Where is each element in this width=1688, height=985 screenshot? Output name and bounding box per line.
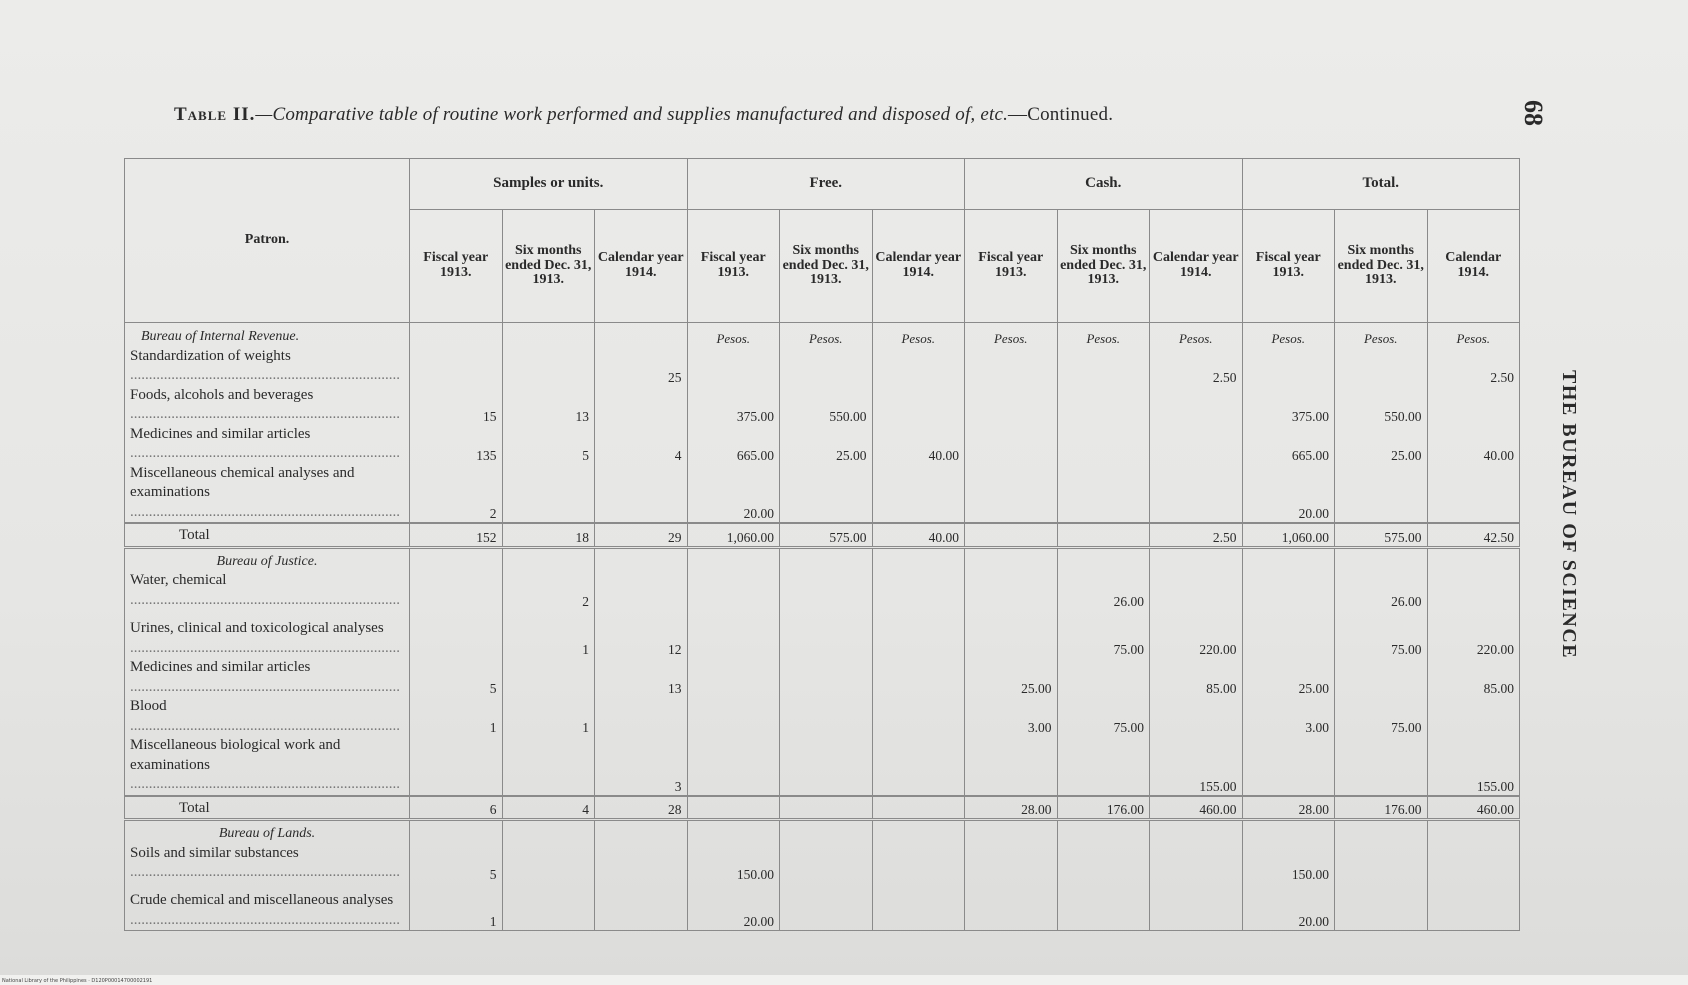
value-cell <box>1150 571 1243 610</box>
value-cell <box>1150 464 1243 524</box>
table-row <box>125 658 1520 697</box>
value-cell: 12 <box>595 610 688 658</box>
value-cell <box>1335 347 1428 386</box>
value-cell: 28 <box>595 796 688 820</box>
empty-cell <box>1335 547 1428 571</box>
value-cell <box>687 796 780 820</box>
value-cell <box>872 610 965 658</box>
value-cell <box>965 736 1058 796</box>
value-cell: 550.00 <box>780 386 873 425</box>
header-fiscal-1913: Fiscal year 1913. <box>687 210 780 323</box>
value-cell: 460.00 <box>1150 796 1243 820</box>
value-cell <box>502 736 595 796</box>
header-six-months: Six months ended Dec. 31, 1913. <box>502 210 595 323</box>
header-calendar-1914: Calendar year 1914. <box>872 210 965 323</box>
value-cell <box>965 425 1058 464</box>
row-label: Medicines and similar articles ..... <box>125 658 410 697</box>
value-cell <box>1150 697 1243 736</box>
row-label: Blood ..... <box>125 697 410 736</box>
value-cell <box>965 386 1058 425</box>
empty-cell <box>595 820 688 844</box>
value-cell: 20.00 <box>1242 883 1335 931</box>
empty-cell <box>780 820 873 844</box>
value-cell <box>872 386 965 425</box>
value-cell: 25.00 <box>1335 425 1428 464</box>
unit-label: Pesos. <box>872 323 965 347</box>
value-cell <box>1427 844 1520 883</box>
empty-cell <box>410 820 503 844</box>
value-cell <box>687 347 780 386</box>
value-cell <box>1242 610 1335 658</box>
header-patron: Patron. <box>125 159 410 323</box>
empty-cell <box>687 820 780 844</box>
value-cell: 176.00 <box>1335 796 1428 820</box>
value-cell: 40.00 <box>1427 425 1520 464</box>
value-cell: 40.00 <box>872 523 965 547</box>
empty-cell <box>780 547 873 571</box>
total-row <box>125 796 1520 820</box>
value-cell <box>687 697 780 736</box>
header-group-cash: Cash. <box>965 159 1243 210</box>
empty-cell <box>1057 547 1150 571</box>
value-cell: 1 <box>410 697 503 736</box>
value-cell: 152 <box>410 523 503 547</box>
value-cell: 13 <box>502 386 595 425</box>
row-label: Urines, clinical and toxicological analyses ..... <box>125 610 410 658</box>
empty-cell <box>502 323 595 347</box>
value-cell: 155.00 <box>1150 736 1243 796</box>
value-cell <box>687 658 780 697</box>
unit-label: Pesos. <box>1427 323 1520 347</box>
empty-cell <box>965 547 1058 571</box>
caption-suffix: —Continued. <box>1008 104 1114 125</box>
value-cell <box>1335 464 1428 524</box>
value-cell: 85.00 <box>1427 658 1520 697</box>
value-cell <box>595 571 688 610</box>
value-cell <box>780 658 873 697</box>
value-cell: 3.00 <box>1242 697 1335 736</box>
value-cell: 1,060.00 <box>1242 523 1335 547</box>
value-cell <box>1242 347 1335 386</box>
value-cell: 4 <box>595 425 688 464</box>
value-cell <box>1335 658 1428 697</box>
value-cell <box>1150 844 1243 883</box>
value-cell: 2.50 <box>1150 347 1243 386</box>
value-cell: 665.00 <box>1242 425 1335 464</box>
row-label: Standardization of weights ..... <box>125 347 410 386</box>
value-cell <box>780 697 873 736</box>
caption-title: —Comparative table of routine work performed and supplies manufactured and disposed of, etc. <box>255 104 1009 125</box>
value-cell <box>502 883 595 931</box>
empty-cell <box>595 323 688 347</box>
value-cell: 28.00 <box>1242 796 1335 820</box>
empty-cell <box>1150 820 1243 844</box>
value-cell <box>965 347 1058 386</box>
total-row <box>125 523 1520 547</box>
table-row <box>125 883 1520 931</box>
value-cell: 460.00 <box>1427 796 1520 820</box>
section-heading-row <box>125 547 1520 571</box>
value-cell <box>965 571 1058 610</box>
row-label: Crude chemical and miscellaneous analyses ..... <box>125 883 410 931</box>
empty-cell <box>502 547 595 571</box>
value-cell <box>595 844 688 883</box>
value-cell: 220.00 <box>1427 610 1520 658</box>
empty-cell <box>872 547 965 571</box>
value-cell <box>780 883 873 931</box>
value-cell: 6 <box>410 796 503 820</box>
value-cell <box>1057 658 1150 697</box>
section-name: Bureau of Justice. <box>125 547 410 571</box>
table-caption <box>174 104 1474 126</box>
unit-label: Pesos. <box>965 323 1058 347</box>
row-label: Foods, alcohols and beverages ..... <box>125 386 410 425</box>
value-cell: 150.00 <box>687 844 780 883</box>
value-cell <box>1057 386 1150 425</box>
section-heading-row <box>125 820 1520 844</box>
header-fiscal-1913: Fiscal year 1913. <box>1242 210 1335 323</box>
value-cell <box>872 883 965 931</box>
value-cell <box>780 844 873 883</box>
value-cell <box>872 464 965 524</box>
value-cell: 4 <box>502 796 595 820</box>
empty-cell <box>595 547 688 571</box>
value-cell <box>410 571 503 610</box>
value-cell: 2 <box>502 571 595 610</box>
value-cell <box>1427 697 1520 736</box>
empty-cell <box>410 547 503 571</box>
table-row <box>125 425 1520 464</box>
table-row <box>125 571 1520 610</box>
empty-cell <box>1427 547 1520 571</box>
total-label: Total <box>125 523 410 547</box>
row-label: Miscellaneous biological work and examinations ..... <box>125 736 410 796</box>
empty-cell <box>502 820 595 844</box>
value-cell <box>965 464 1058 524</box>
header-fiscal-1913: Fiscal year 1913. <box>410 210 503 323</box>
value-cell: 25.00 <box>965 658 1058 697</box>
value-cell: 665.00 <box>687 425 780 464</box>
empty-cell <box>1057 820 1150 844</box>
footer-credit: National Library of the Philippines · D120P00014700002191 <box>2 978 153 984</box>
value-cell <box>1242 571 1335 610</box>
header-six-months: Six months ended Dec. 31, 1913. <box>780 210 873 323</box>
value-cell: 75.00 <box>1335 697 1428 736</box>
value-cell: 135 <box>410 425 503 464</box>
value-cell: 1 <box>502 697 595 736</box>
value-cell: 29 <box>595 523 688 547</box>
value-cell <box>1427 571 1520 610</box>
header-calendar-1914: Calendar year 1914. <box>1150 210 1243 323</box>
table-row <box>125 697 1520 736</box>
caption-lead: Table II. <box>174 104 256 125</box>
value-cell <box>1150 425 1243 464</box>
value-cell <box>410 610 503 658</box>
value-cell: 1 <box>410 883 503 931</box>
value-cell: 3.00 <box>965 697 1058 736</box>
table-row <box>125 386 1520 425</box>
value-cell <box>780 736 873 796</box>
unit-label: Pesos. <box>1150 323 1243 347</box>
footer-strip <box>0 975 1688 985</box>
unit-label: Pesos. <box>687 323 780 347</box>
section-name: Bureau of Lands. <box>125 820 410 844</box>
value-cell <box>780 464 873 524</box>
value-cell <box>1057 844 1150 883</box>
value-cell <box>872 736 965 796</box>
unit-label: Pesos. <box>1057 323 1150 347</box>
value-cell <box>595 883 688 931</box>
value-cell: 25.00 <box>1242 658 1335 697</box>
value-cell <box>1335 736 1428 796</box>
value-cell: 3 <box>595 736 688 796</box>
value-cell <box>687 610 780 658</box>
value-cell: 5 <box>502 425 595 464</box>
value-cell <box>780 571 873 610</box>
value-cell: 15 <box>410 386 503 425</box>
value-cell <box>502 658 595 697</box>
value-cell <box>1427 464 1520 524</box>
value-cell: 2.50 <box>1150 523 1243 547</box>
value-cell <box>1057 425 1150 464</box>
value-cell <box>410 736 503 796</box>
value-cell: 375.00 <box>687 386 780 425</box>
page-number: 68 <box>1519 100 1548 126</box>
value-cell <box>780 347 873 386</box>
value-cell <box>1057 883 1150 931</box>
value-cell: 26.00 <box>1057 571 1150 610</box>
value-cell: 5 <box>410 658 503 697</box>
value-cell: 1 <box>502 610 595 658</box>
empty-cell <box>1150 547 1243 571</box>
value-cell: 28.00 <box>965 796 1058 820</box>
header-fiscal-1913: Fiscal year 1913. <box>965 210 1058 323</box>
value-cell <box>502 347 595 386</box>
value-cell <box>965 883 1058 931</box>
running-head: THE BUREAU OF SCIENCE <box>1558 370 1580 660</box>
value-cell <box>1150 386 1243 425</box>
empty-cell <box>1242 820 1335 844</box>
value-cell: 2.50 <box>1427 347 1520 386</box>
header-six-months: Six months ended Dec. 31, 1913. <box>1335 210 1428 323</box>
value-cell: 20.00 <box>1242 464 1335 524</box>
table-row <box>125 347 1520 386</box>
value-cell <box>965 523 1058 547</box>
table-row <box>125 464 1520 524</box>
value-cell: 155.00 <box>1427 736 1520 796</box>
value-cell <box>965 610 1058 658</box>
value-cell <box>872 796 965 820</box>
value-cell <box>872 571 965 610</box>
header-group-free: Free. <box>687 159 965 210</box>
value-cell: 75.00 <box>1057 697 1150 736</box>
value-cell: 375.00 <box>1242 386 1335 425</box>
unit-label: Pesos. <box>780 323 873 347</box>
empty-cell <box>687 547 780 571</box>
value-cell <box>1150 883 1243 931</box>
value-cell: 25.00 <box>780 425 873 464</box>
value-cell <box>1335 883 1428 931</box>
value-cell <box>595 386 688 425</box>
value-cell <box>410 347 503 386</box>
value-cell: 2 <box>410 464 503 524</box>
value-cell <box>1057 736 1150 796</box>
value-cell: 20.00 <box>687 464 780 524</box>
value-cell <box>872 697 965 736</box>
header-group-total: Total. <box>1242 159 1520 210</box>
value-cell: 75.00 <box>1057 610 1150 658</box>
value-cell <box>1335 844 1428 883</box>
table-body <box>125 323 1520 931</box>
empty-cell <box>965 820 1058 844</box>
value-cell: 40.00 <box>872 425 965 464</box>
empty-cell <box>1242 547 1335 571</box>
value-cell <box>872 844 965 883</box>
unit-label: Pesos. <box>1242 323 1335 347</box>
table-row <box>125 844 1520 883</box>
value-cell: 25 <box>595 347 688 386</box>
value-cell: 75.00 <box>1335 610 1428 658</box>
row-label: Miscellaneous chemical analyses and examinations ..... <box>125 464 410 524</box>
value-cell <box>872 347 965 386</box>
value-cell: 550.00 <box>1335 386 1428 425</box>
table-row <box>125 736 1520 796</box>
header-calendar-1914: Calendar year 1914. <box>595 210 688 323</box>
value-cell <box>872 658 965 697</box>
value-cell <box>502 464 595 524</box>
value-cell: 26.00 <box>1335 571 1428 610</box>
row-label: Medicines and similar articles ..... <box>125 425 410 464</box>
value-cell <box>1057 347 1150 386</box>
row-label: Water, chemical ..... <box>125 571 410 610</box>
total-label: Total <box>125 796 410 820</box>
value-cell <box>965 844 1058 883</box>
header-six-months: Six months ended Dec. 31, 1913. <box>1057 210 1150 323</box>
value-cell <box>1057 464 1150 524</box>
value-cell: 575.00 <box>780 523 873 547</box>
value-cell <box>687 571 780 610</box>
section-heading-row <box>125 323 1520 347</box>
value-cell: 176.00 <box>1057 796 1150 820</box>
value-cell: 13 <box>595 658 688 697</box>
row-label: Soils and similar substances ..... <box>125 844 410 883</box>
value-cell <box>1427 883 1520 931</box>
value-cell <box>780 796 873 820</box>
header-calendar-1914-total: Calendar 1914. <box>1427 210 1520 323</box>
section-name: Bureau of Internal Revenue. <box>125 323 410 347</box>
value-cell <box>1057 523 1150 547</box>
value-cell: 85.00 <box>1150 658 1243 697</box>
value-cell: 18 <box>502 523 595 547</box>
value-cell <box>502 844 595 883</box>
unit-label: Pesos. <box>1335 323 1428 347</box>
table-row <box>125 610 1520 658</box>
empty-cell <box>410 323 503 347</box>
value-cell: 5 <box>410 844 503 883</box>
empty-cell <box>872 820 965 844</box>
value-cell <box>595 464 688 524</box>
value-cell: 20.00 <box>687 883 780 931</box>
empty-cell <box>1335 820 1428 844</box>
value-cell <box>687 736 780 796</box>
value-cell: 42.50 <box>1427 523 1520 547</box>
value-cell: 575.00 <box>1335 523 1428 547</box>
value-cell <box>780 610 873 658</box>
empty-cell <box>1427 820 1520 844</box>
header-group-samples: Samples or units. <box>410 159 688 210</box>
value-cell: 1,060.00 <box>687 523 780 547</box>
value-cell <box>1427 386 1520 425</box>
value-cell <box>1242 736 1335 796</box>
value-cell: 220.00 <box>1150 610 1243 658</box>
value-cell: 150.00 <box>1242 844 1335 883</box>
value-cell <box>595 697 688 736</box>
routine-work-table <box>124 158 1520 931</box>
